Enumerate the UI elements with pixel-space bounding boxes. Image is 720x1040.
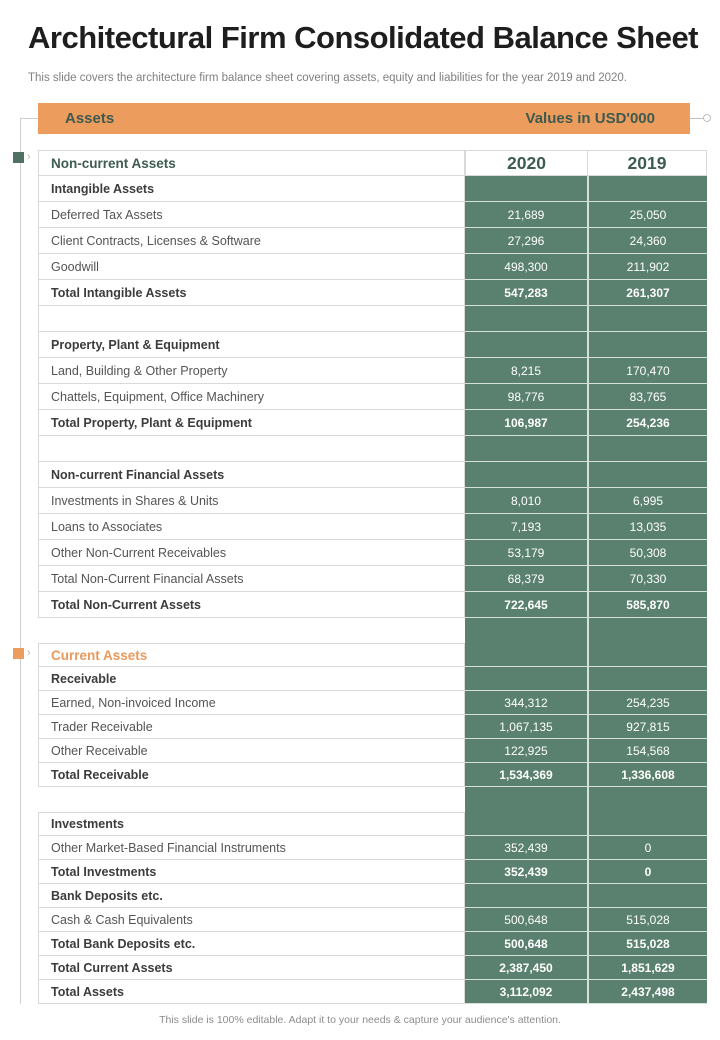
- row-label: Bank Deposits etc.: [38, 884, 465, 908]
- value-2019: 2019: [587, 150, 707, 176]
- table-row: [38, 462, 707, 488]
- value-2019: 83,765: [587, 384, 707, 410]
- table-row: [38, 739, 707, 763]
- table-row: [38, 228, 707, 254]
- value-2019: [587, 436, 707, 462]
- row-label: Total Non-Current Assets: [38, 592, 465, 618]
- chevron-right-icon: ›: [27, 647, 31, 659]
- value-2019: [587, 306, 707, 332]
- value-2020: [465, 787, 587, 812]
- value-2019: [587, 643, 707, 667]
- table-row: [38, 763, 707, 787]
- value-2020: [465, 332, 587, 358]
- row-label: [38, 787, 465, 812]
- table-row: [38, 488, 707, 514]
- value-2019: 70,330: [587, 566, 707, 592]
- row-label: Current Assets: [38, 643, 465, 667]
- table-row: [38, 566, 707, 592]
- table-header-bar: [38, 103, 690, 134]
- row-label: Non-current Assets: [38, 150, 465, 176]
- table-row: [38, 980, 707, 1004]
- value-2019: 211,902: [587, 254, 707, 280]
- value-2019: 515,028: [587, 932, 707, 956]
- value-2019: 1,336,608: [587, 763, 707, 787]
- table-row: [38, 306, 707, 332]
- table-row: [38, 254, 707, 280]
- row-label: Other Market-Based Financial Instruments: [38, 836, 465, 860]
- row-label: Trader Receivable: [38, 715, 465, 739]
- chevron-right-icon: ›: [27, 151, 31, 163]
- value-2020: 122,925: [465, 739, 587, 763]
- row-label: Total Intangible Assets: [38, 280, 465, 306]
- value-2019: 154,568: [587, 739, 707, 763]
- row-label: Receivable: [38, 667, 465, 691]
- value-2020: 1,067,135: [465, 715, 587, 739]
- row-label: Chattels, Equipment, Office Machinery: [38, 384, 465, 410]
- value-2019: [587, 787, 707, 812]
- value-2019: [587, 618, 707, 643]
- value-2020: 3,112,092: [465, 980, 587, 1004]
- table-row: [38, 592, 707, 618]
- value-2019: 50,308: [587, 540, 707, 566]
- current-assets-marker-icon: [13, 648, 24, 659]
- row-label: Cash & Cash Equivalents: [38, 908, 465, 932]
- header-callout-dot-icon: [703, 114, 711, 122]
- footer-note: This slide is 100% editable. Adapt it to your needs & capture your audience's attention.: [159, 1014, 561, 1026]
- row-label: Total Assets: [38, 980, 465, 1004]
- row-label: Land, Building & Other Property: [38, 358, 465, 384]
- row-label: Total Receivable: [38, 763, 465, 787]
- table-row: [38, 836, 707, 860]
- value-2019: 254,236: [587, 410, 707, 436]
- value-2020: 498,300: [465, 254, 587, 280]
- table-row: [38, 812, 707, 836]
- table-row: [38, 150, 707, 176]
- table-row: [38, 908, 707, 932]
- table-row: [38, 643, 707, 667]
- table-row: [38, 436, 707, 462]
- value-2020: 352,439: [465, 836, 587, 860]
- value-2020: 500,648: [465, 932, 587, 956]
- row-label: Intangible Assets: [38, 176, 465, 202]
- value-2019: 13,035: [587, 514, 707, 540]
- table-row: [38, 691, 707, 715]
- value-2020: 98,776: [465, 384, 587, 410]
- row-label: Total Investments: [38, 860, 465, 884]
- table-row: [38, 384, 707, 410]
- left-rail-line: [20, 118, 21, 1004]
- value-2019: 1,851,629: [587, 956, 707, 980]
- value-2020: 344,312: [465, 691, 587, 715]
- slide-subtitle: This slide covers the architecture firm balance sheet covering assets, equity and liabilities for the year 2019 and 2020.: [28, 72, 627, 84]
- table-row: [38, 860, 707, 884]
- value-2019: [587, 332, 707, 358]
- value-2020: 2020: [465, 150, 587, 176]
- row-label: [38, 436, 465, 462]
- table-row: [38, 514, 707, 540]
- table-row: [38, 956, 707, 980]
- row-label: Other Receivable: [38, 739, 465, 763]
- balance-table: [38, 150, 707, 1004]
- value-2020: 8,010: [465, 488, 587, 514]
- value-2020: [465, 176, 587, 202]
- value-2019: [587, 667, 707, 691]
- value-2019: [587, 884, 707, 908]
- row-label: [38, 618, 465, 643]
- table-row: [38, 932, 707, 956]
- value-2019: 2,437,498: [587, 980, 707, 1004]
- value-2020: 722,645: [465, 592, 587, 618]
- row-label: Non-current Financial Assets: [38, 462, 465, 488]
- value-2019: 585,870: [587, 592, 707, 618]
- value-2020: 7,193: [465, 514, 587, 540]
- value-2020: 8,215: [465, 358, 587, 384]
- table-row: [38, 202, 707, 228]
- value-2019: 261,307: [587, 280, 707, 306]
- value-2020: [465, 812, 587, 836]
- value-2020: [465, 618, 587, 643]
- value-2020: 53,179: [465, 540, 587, 566]
- value-2020: 27,296: [465, 228, 587, 254]
- value-2020: 2,387,450: [465, 956, 587, 980]
- value-2019: 0: [587, 860, 707, 884]
- value-2020: [465, 667, 587, 691]
- value-2020: 1,534,369: [465, 763, 587, 787]
- table-row: [38, 280, 707, 306]
- value-2019: 0: [587, 836, 707, 860]
- table-row: [38, 884, 707, 908]
- header-bar-values-label: Values in USD'000: [525, 110, 655, 127]
- row-label: Total Non-Current Financial Assets: [38, 566, 465, 592]
- value-2019: [587, 462, 707, 488]
- value-2020: [465, 306, 587, 332]
- value-2019: 927,815: [587, 715, 707, 739]
- left-rail-connector: [20, 118, 38, 119]
- non-current-assets-marker-icon: [13, 152, 24, 163]
- table-row: [38, 540, 707, 566]
- header-bar-assets-label: Assets: [65, 110, 115, 127]
- table-row: [38, 358, 707, 384]
- value-2019: 515,028: [587, 908, 707, 932]
- row-label: Total Current Assets: [38, 956, 465, 980]
- row-label: Earned, Non-invoiced Income: [38, 691, 465, 715]
- value-2020: 106,987: [465, 410, 587, 436]
- table-row: [38, 410, 707, 436]
- value-2019: [587, 176, 707, 202]
- row-label: Goodwill: [38, 254, 465, 280]
- row-label: Client Contracts, Licenses & Software: [38, 228, 465, 254]
- page-title: Architectural Firm Consolidated Balance Sheet: [28, 20, 699, 55]
- header-callout-line: [690, 118, 704, 119]
- row-label: [38, 306, 465, 332]
- value-2019: [587, 812, 707, 836]
- table-row: [38, 667, 707, 691]
- value-2020: [465, 462, 587, 488]
- table-row: [38, 618, 707, 643]
- row-label: Total Bank Deposits etc.: [38, 932, 465, 956]
- table-row: [38, 787, 707, 812]
- row-label: Deferred Tax Assets: [38, 202, 465, 228]
- value-2020: [465, 643, 587, 667]
- value-2020: 500,648: [465, 908, 587, 932]
- table-row: [38, 715, 707, 739]
- value-2020: [465, 884, 587, 908]
- value-2019: 170,470: [587, 358, 707, 384]
- row-label: Other Non-Current Receivables: [38, 540, 465, 566]
- row-label: Investments in Shares & Units: [38, 488, 465, 514]
- value-2019: 25,050: [587, 202, 707, 228]
- value-2020: 68,379: [465, 566, 587, 592]
- value-2019: 24,360: [587, 228, 707, 254]
- value-2020: 21,689: [465, 202, 587, 228]
- row-label: Investments: [38, 812, 465, 836]
- value-2019: 254,235: [587, 691, 707, 715]
- table-row: [38, 332, 707, 358]
- value-2020: 547,283: [465, 280, 587, 306]
- value-2019: 6,995: [587, 488, 707, 514]
- value-2020: 352,439: [465, 860, 587, 884]
- row-label: Loans to Associates: [38, 514, 465, 540]
- row-label: Total Property, Plant & Equipment: [38, 410, 465, 436]
- value-2020: [465, 436, 587, 462]
- table-row: [38, 176, 707, 202]
- row-label: Property, Plant & Equipment: [38, 332, 465, 358]
